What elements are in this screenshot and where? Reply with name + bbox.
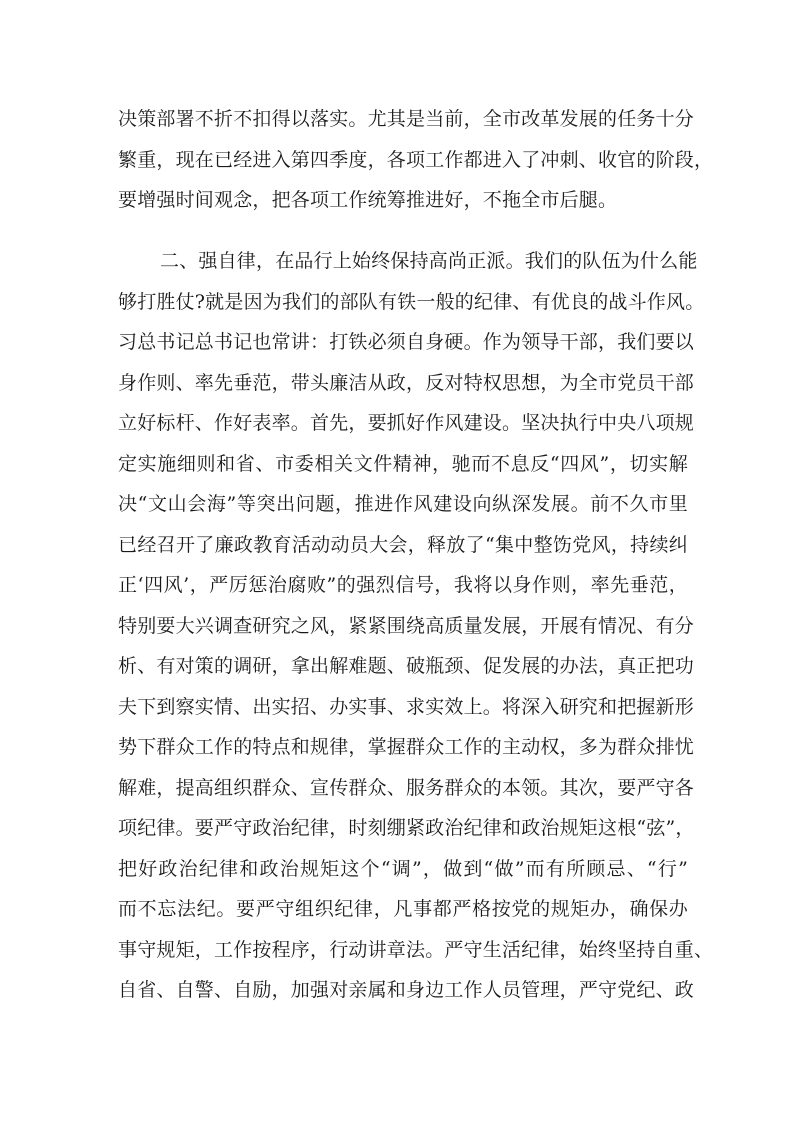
text-line: 要增强时间观念，把各项工作统筹推进好，不拖全市后腿。 — [118, 189, 618, 211]
text-line: 析、有对策的调研，拿出解难题、破瓶颈、促发展的办法，真正把功 — [118, 655, 695, 677]
text-line: 定实施细则和省、市委相关文件精神，驰而不息反“四风”，切实解 — [118, 453, 688, 475]
text-line: 立好标杆、作好表率。首先，要抓好作风建设。坚决执行中央八项规 — [118, 412, 695, 434]
text-line: 而不忘法纪。要严守组织纪律，凡事都严格按党的规矩办，确保办 — [118, 898, 688, 920]
text-line: 决策部署不折不扣得以落实。尤其是当前，全市改革发展的任务十分 — [118, 108, 695, 130]
text-line: 事守规矩，工作按程序，行动讲章法。严守生活纪律，始终坚持自重、 — [118, 939, 714, 961]
text-line: 势下群众工作的特点和规律，掌握群众工作的主动权，多为群众排忧 — [118, 736, 695, 758]
text-line: 把好政治纪律和政治规矩这个“调”，做到“做”而有所顾忌、“行” — [118, 858, 688, 880]
text-line: 已经召开了廉政教育活动动员大会，释放了“集中整饬党风，持续纠 — [118, 534, 688, 556]
text-line: 决“文山会海”等突出问题，推进作风建设向纵深发展。前不久市里 — [118, 493, 688, 515]
text-line: 身作则、率先垂范，带头廉洁从政，反对特权思想，为全市党员干部 — [118, 372, 695, 394]
text-line: 正‘四风’，严厉惩治腐败”的强烈信号，我将以身作则，率先垂范， — [118, 574, 688, 596]
paragraph-heading-line: 二、强自律，在品行上始终保持高尚正派。我们的队伍为什么能 — [160, 250, 698, 272]
text-line: 解难，提高组织群众、宣传群众、服务群众的本领。其次，要严守各 — [118, 777, 695, 799]
text-line: 够打胜仗?就是因为我们的部队有铁一般的纪律、有优良的战斗作风。 — [118, 291, 705, 313]
text-line: 特别要大兴调查研究之风，紧紧围绕高质量发展，开展有情况、有分 — [118, 615, 695, 637]
text-line: 夫下到察实情、出实招、办实事、求实效上。将深入研究和把握新形 — [118, 696, 695, 718]
text-line: 繁重，现在已经进入第四季度，各项工作都进入了冲刺、收官的阶段， — [118, 149, 714, 171]
text-line: 项纪律。要严守政治纪律，时刻绷紧政治纪律和政治规矩这根“弦”， — [118, 817, 695, 839]
text-line: 习总书记总书记也常讲：打铁必须自身硬。作为领导干部，我们要以 — [118, 331, 695, 353]
text-line: 自省、自警、自励，加强对亲属和身边工作人员管理，严守党纪、政 — [118, 979, 695, 1001]
